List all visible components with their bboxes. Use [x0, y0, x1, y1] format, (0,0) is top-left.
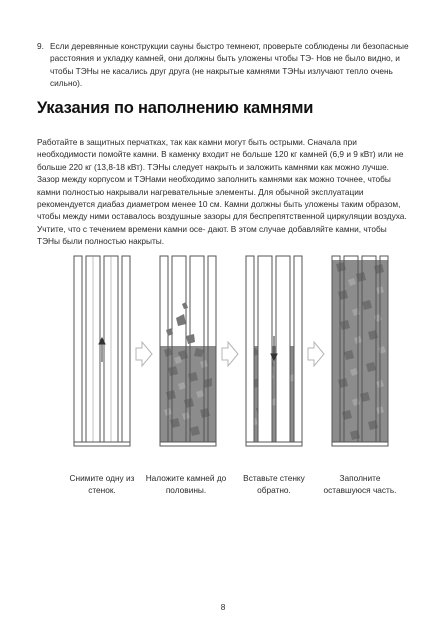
section-body: Работайте в защитных перчатках, так как камни могут быть острыми. Сначала при необходимости помойте камни. В каменку входит не больше 120 кг камней (6,9 и 9 кВт) или не больше 220 кг (13,8-18 кВт). ТЭНы следует накрыть и заложить камнями как можно лучше. Зазор между корпусом и ТЭНами необходимо заполнить камнями как можно точнее, чтобы камни полностью накрывали нагревательные элементы. Для обычной эксплуатации рекомендуется диабаз диаметром менее 10 см. Камни должны быть уложены таким образом, чтобы между ними оставалось воздушные зазоры для беспрепятственной циркуляции воздуха. Учтите, что с течением времени камни осе- дают. В этом случае добавляйте камни, чтобы ТЭНы были полностью накрыты.	[37, 137, 407, 247]
page-number: 8	[220, 602, 226, 612]
stone-filling-illustration	[0, 250, 446, 460]
list-item-9	[37, 40, 409, 90]
step-3-caption: Вставьте стенку обратно.	[243, 473, 305, 496]
step-2-caption: Наложите камней до половины.	[145, 473, 227, 496]
step-1-caption: Снимите одну из стенок.	[69, 473, 135, 496]
step-2-heater	[160, 256, 216, 446]
step-4-heater	[332, 256, 388, 446]
process-arrow-2	[222, 342, 238, 366]
section-heading: Указания по наполнению камнями	[37, 99, 314, 117]
process-arrow-3	[308, 342, 324, 366]
list-item-number: 9.	[37, 41, 44, 51]
step-4-caption: Заполните оставшуюся часть.	[323, 473, 397, 496]
list-item-text: Если деревянные конструкции сауны быстро темнеют, проверьте соблюдены ли безопасные расстояния и укладку камней, они должны быть уложены чтобы ТЭ- Нов не было видно, и чтобы ТЭНы не касались друг друга (не накрытые камнями ТЭНы излучают тепло очень сильно).	[50, 41, 409, 89]
process-arrow-1	[136, 342, 152, 366]
